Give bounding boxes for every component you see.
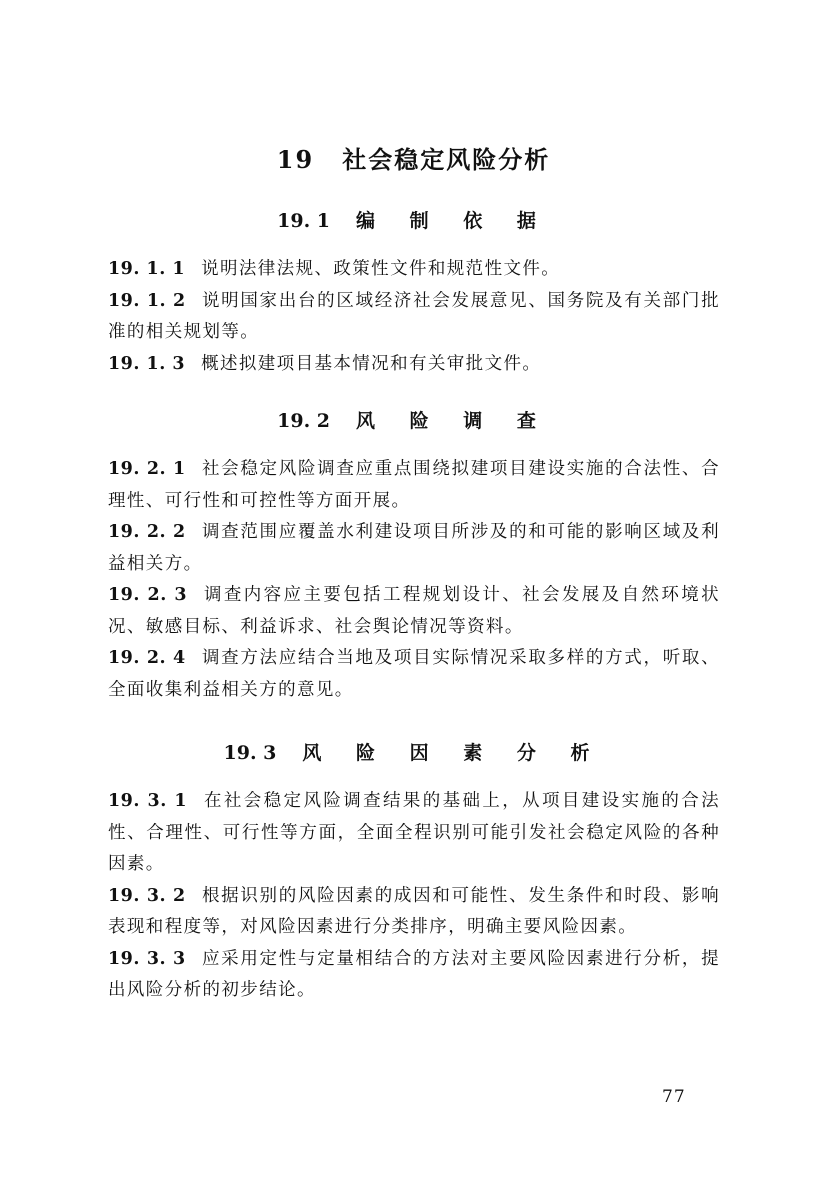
- section-clauses: [108, 454, 720, 706]
- clause-text: 根据识别的风险因素的成因和可能性、发生条件和时段、影响表现和程度等，对风险因素进行分类排序，明确主要风险因素。: [108, 885, 720, 937]
- clause-text: 概述拟建项目基本情况和有关审批文件。: [201, 353, 542, 374]
- section-clauses: [108, 254, 720, 380]
- section-number: 19. 2: [277, 410, 331, 432]
- clause-number: 19. 1. 2: [108, 290, 186, 311]
- clause-number: 19. 2. 3: [108, 585, 188, 605]
- clause-text: 说明法律法规、政策性文件和规范性文件。: [201, 259, 561, 279]
- clause-text: 调查范围应覆盖水利建设项目所涉及的和可能的影响区域及利益相关方。: [108, 522, 720, 574]
- clause-text: 调查方法应结合当地及项目实际情况采取多样的方式，听取、全面收集利益相关方的意见。: [108, 648, 720, 700]
- section-number: 19. 1: [277, 210, 331, 232]
- section-title: [0, 738, 827, 765]
- clause-number: 19. 2. 2: [108, 522, 186, 542]
- chapter-title-text: 社会稳定风险分析: [342, 145, 551, 174]
- clause-text: 应采用定性与定量相结合的方法对主要风险因素进行分析，提出风险分析的初步结论。: [108, 948, 720, 1000]
- clause: [108, 944, 720, 1007]
- chapter-number: 19: [276, 145, 315, 174]
- clause-number: 19. 3. 1: [108, 791, 188, 811]
- clause: [108, 254, 720, 286]
- clause-number: 19. 2. 1: [108, 459, 186, 479]
- clause-number: 19. 1. 3: [108, 353, 186, 374]
- clause: [108, 580, 720, 643]
- clause: [108, 881, 720, 944]
- clause-text: 在社会稳定风险调查结果的基础上，从项目建设实施的合法性、合理性、可行性等方面，全面全程识别可能引发社会稳定风险的各种因素。: [108, 791, 720, 874]
- clause-text: 说明国家出台的区域经济社会发展意见、国务院及有关部门批准的相关规划等。: [108, 290, 720, 342]
- clause-text: 社会稳定风险调查应重点围绕拟建项目建设实施的合法性、合理性、可行性和可控性等方面开展。: [108, 459, 720, 511]
- clause-number: 19. 3. 2: [108, 885, 186, 906]
- section-title: [0, 206, 827, 233]
- section-title-text: 风 险 因 素 分 析: [302, 742, 604, 764]
- clause: [108, 786, 720, 881]
- section-title: [0, 406, 827, 433]
- page-number: 77: [662, 1087, 686, 1107]
- clause-number: 19. 1. 1: [108, 259, 186, 279]
- clause-number: 19. 2. 4: [108, 648, 186, 668]
- chapter-title: [0, 140, 827, 175]
- clause: [108, 454, 720, 517]
- clause: [108, 643, 720, 706]
- section-title-text: 编 制 依 据: [356, 210, 550, 232]
- clause-text: 调查内容应主要包括工程规划设计、社会发展及自然环境状况、敏感目标、利益诉求、社会舆论情况等资料。: [108, 585, 720, 637]
- clause: [108, 349, 720, 381]
- clause-number: 19. 3. 3: [108, 948, 186, 969]
- clause: [108, 517, 720, 580]
- section-number: 19. 3: [223, 742, 277, 764]
- clause: [108, 286, 720, 349]
- section-clauses: [108, 786, 720, 1007]
- section-title-text: 风 险 调 查: [356, 410, 550, 432]
